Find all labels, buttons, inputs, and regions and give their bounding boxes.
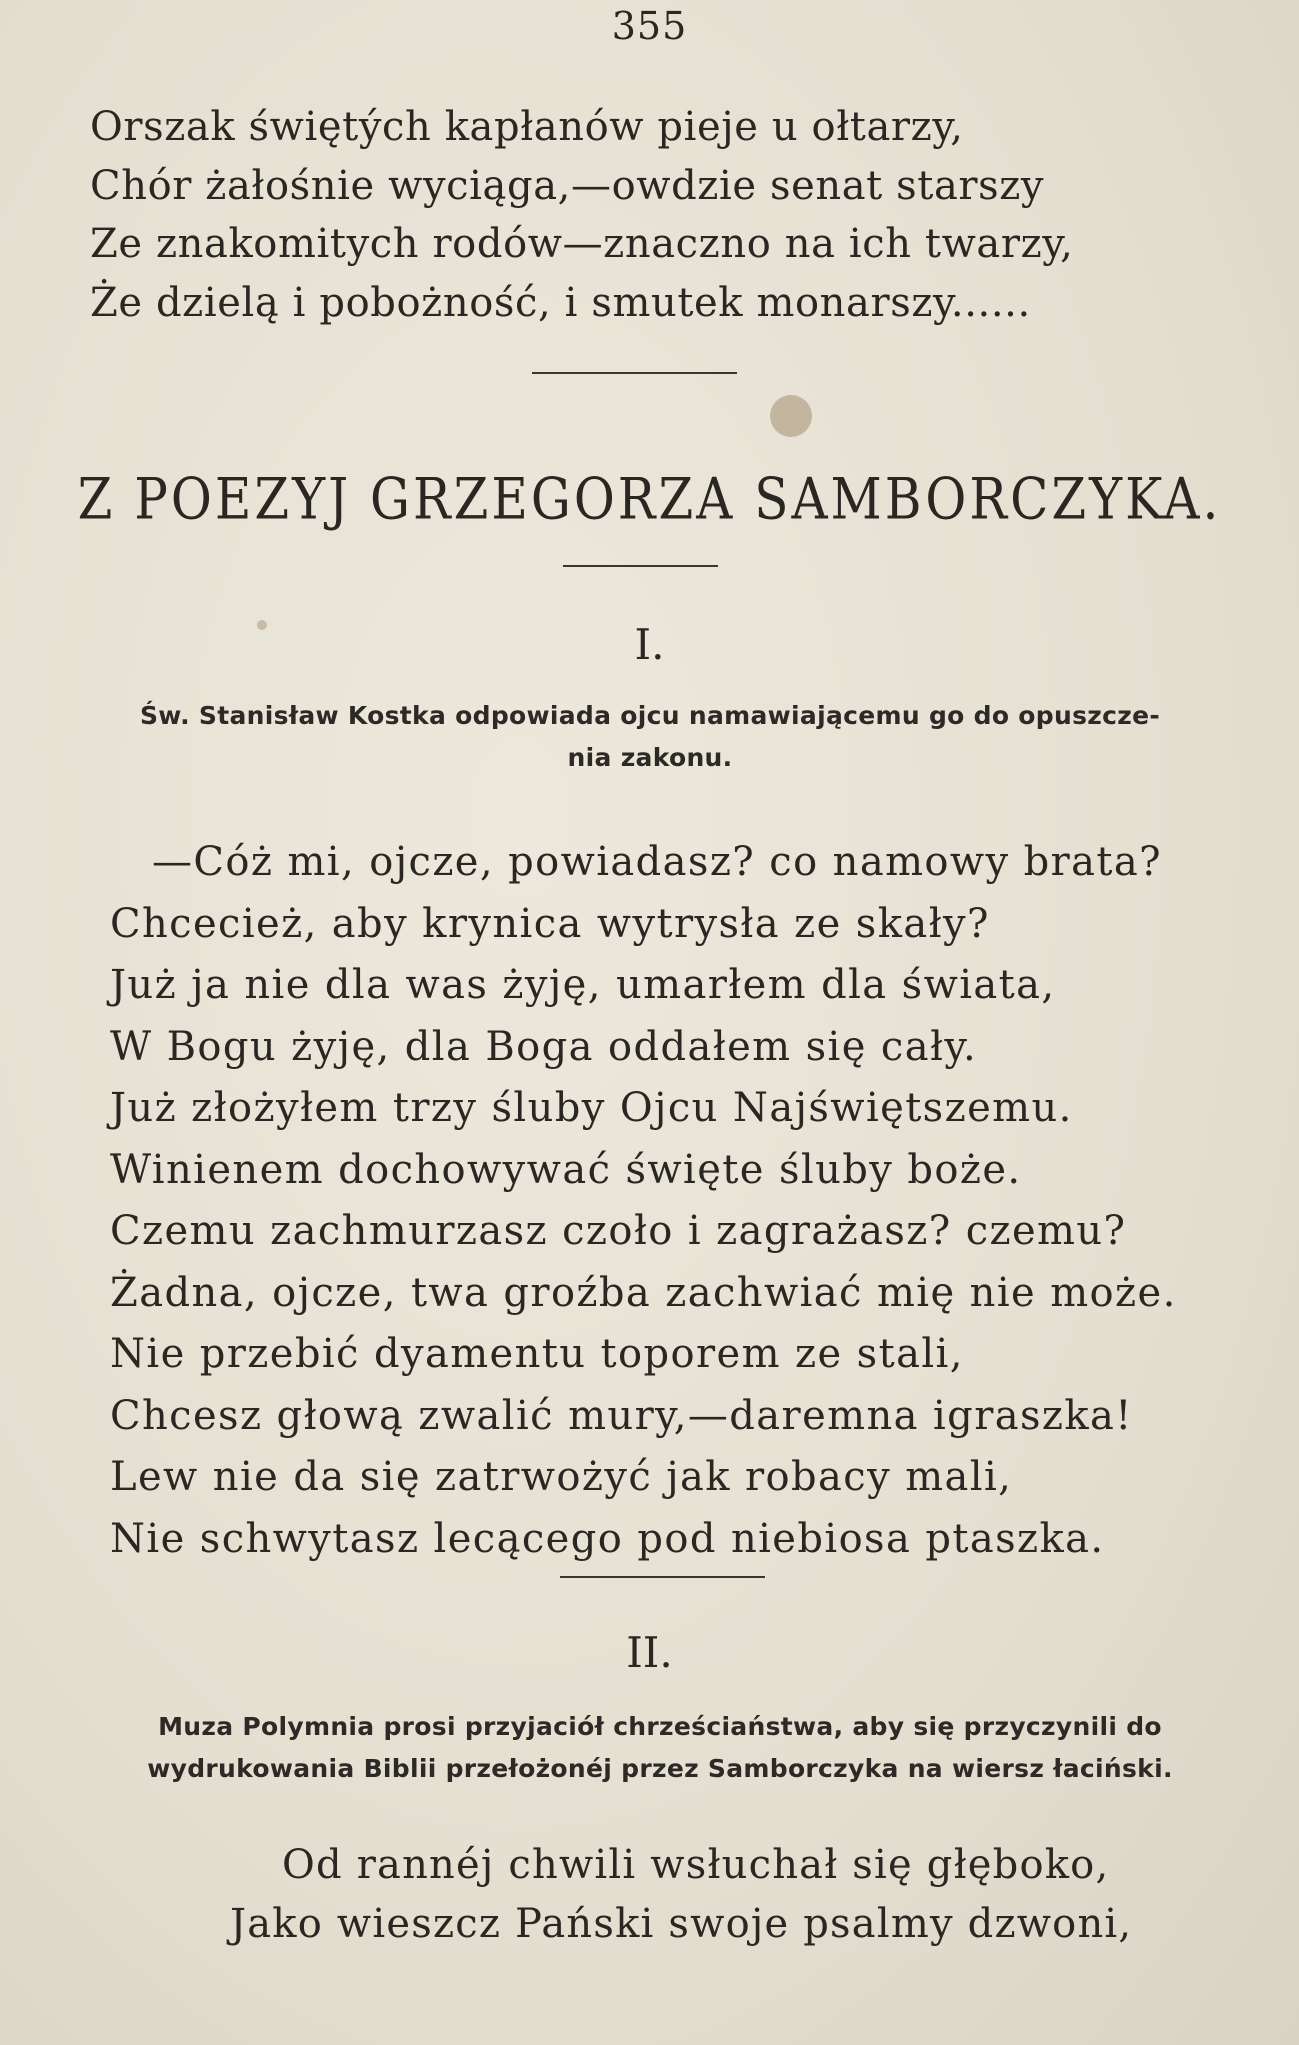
verse-line: Żadna, ojcze, twa groźba zachwiać mię nie może. bbox=[110, 1269, 1177, 1316]
verse-line: Nie przebić dyamentu toporem ze stali, bbox=[110, 1331, 964, 1377]
verse-line: Winienem dochowywać święte śluby boże. bbox=[110, 1146, 1022, 1193]
title-divider bbox=[563, 565, 718, 567]
part-1-poem bbox=[110, 832, 1177, 1570]
verse-line: Już złożyłem trzy śluby Ojcu Najświętszemu. bbox=[110, 1085, 1073, 1131]
verse-line: Chór żałośnie wyciąga,—owdzie senat starszy bbox=[90, 162, 1045, 209]
verse-line: Od rannéj chwili wsłuchał się głęboko, bbox=[282, 1842, 1110, 1888]
verse-line: Chcesz głową zwalić mury,—daremna igraszka! bbox=[110, 1392, 1133, 1439]
verse-line: Jako wieszcz Pański swoje psalmy dzwoni, bbox=[230, 1900, 1133, 1947]
ornament-divider bbox=[532, 372, 737, 374]
part-2-caption bbox=[100, 1706, 1220, 1790]
part-1-numeral: I. bbox=[634, 620, 665, 669]
verse-line: W Bogu żyję, dla Boga oddałem się cały. bbox=[110, 1023, 978, 1070]
foxing-stain bbox=[770, 395, 812, 437]
caption-line: Św. Stanisław Kostka odpowiada ojcu namawiającemu go do opuszcze- bbox=[139, 701, 1160, 730]
part-1-caption bbox=[90, 695, 1210, 779]
page-number: 355 bbox=[611, 4, 688, 48]
section-title: Z POEZYJ GRZEGORZA SAMBORCZYKA. bbox=[77, 465, 1222, 533]
verse-line: Że dzielą i pobożność, i smutek monarszy...... bbox=[90, 279, 1031, 326]
top-stanza bbox=[90, 98, 1073, 332]
verse-line: Orszak świętých kapłanów pieje u ołtarzy, bbox=[90, 104, 964, 150]
verse-line: —Cóż mi, ojcze, powiadasz? co namowy brata? bbox=[152, 839, 1162, 885]
part-2-poem bbox=[230, 1836, 1132, 1953]
verse-line: Już ja nie dla was żyję, umarłem dla świata, bbox=[110, 962, 1056, 1008]
verse-line: Chcecież, aby krynica wytrysła ze skały? bbox=[110, 900, 990, 947]
caption-line: wydrukowania Biblii przełożonéj przez Samborczyka na wiersz łaciński. bbox=[147, 1754, 1173, 1783]
caption-line: Muza Polymnia prosi przyjaciół chrześciaństwa, aby się przyczynili do bbox=[158, 1712, 1162, 1741]
verse-line: Lew nie da się zatrwożyć jak robacy mali, bbox=[110, 1454, 1013, 1500]
part-2-numeral: II. bbox=[626, 1628, 673, 1677]
verse-line: Nie schwytasz lecącego pod niebiosa ptaszka. bbox=[110, 1515, 1105, 1562]
verse-line: Czemu zachmurzasz czoło i zagrażasz? czemu? bbox=[110, 1208, 1127, 1254]
section-divider bbox=[560, 1576, 765, 1578]
verse-line: Ze znakomitych rodów—znaczno na ich twarzy, bbox=[90, 221, 1074, 267]
caption-line: nia zakonu. bbox=[567, 743, 733, 772]
